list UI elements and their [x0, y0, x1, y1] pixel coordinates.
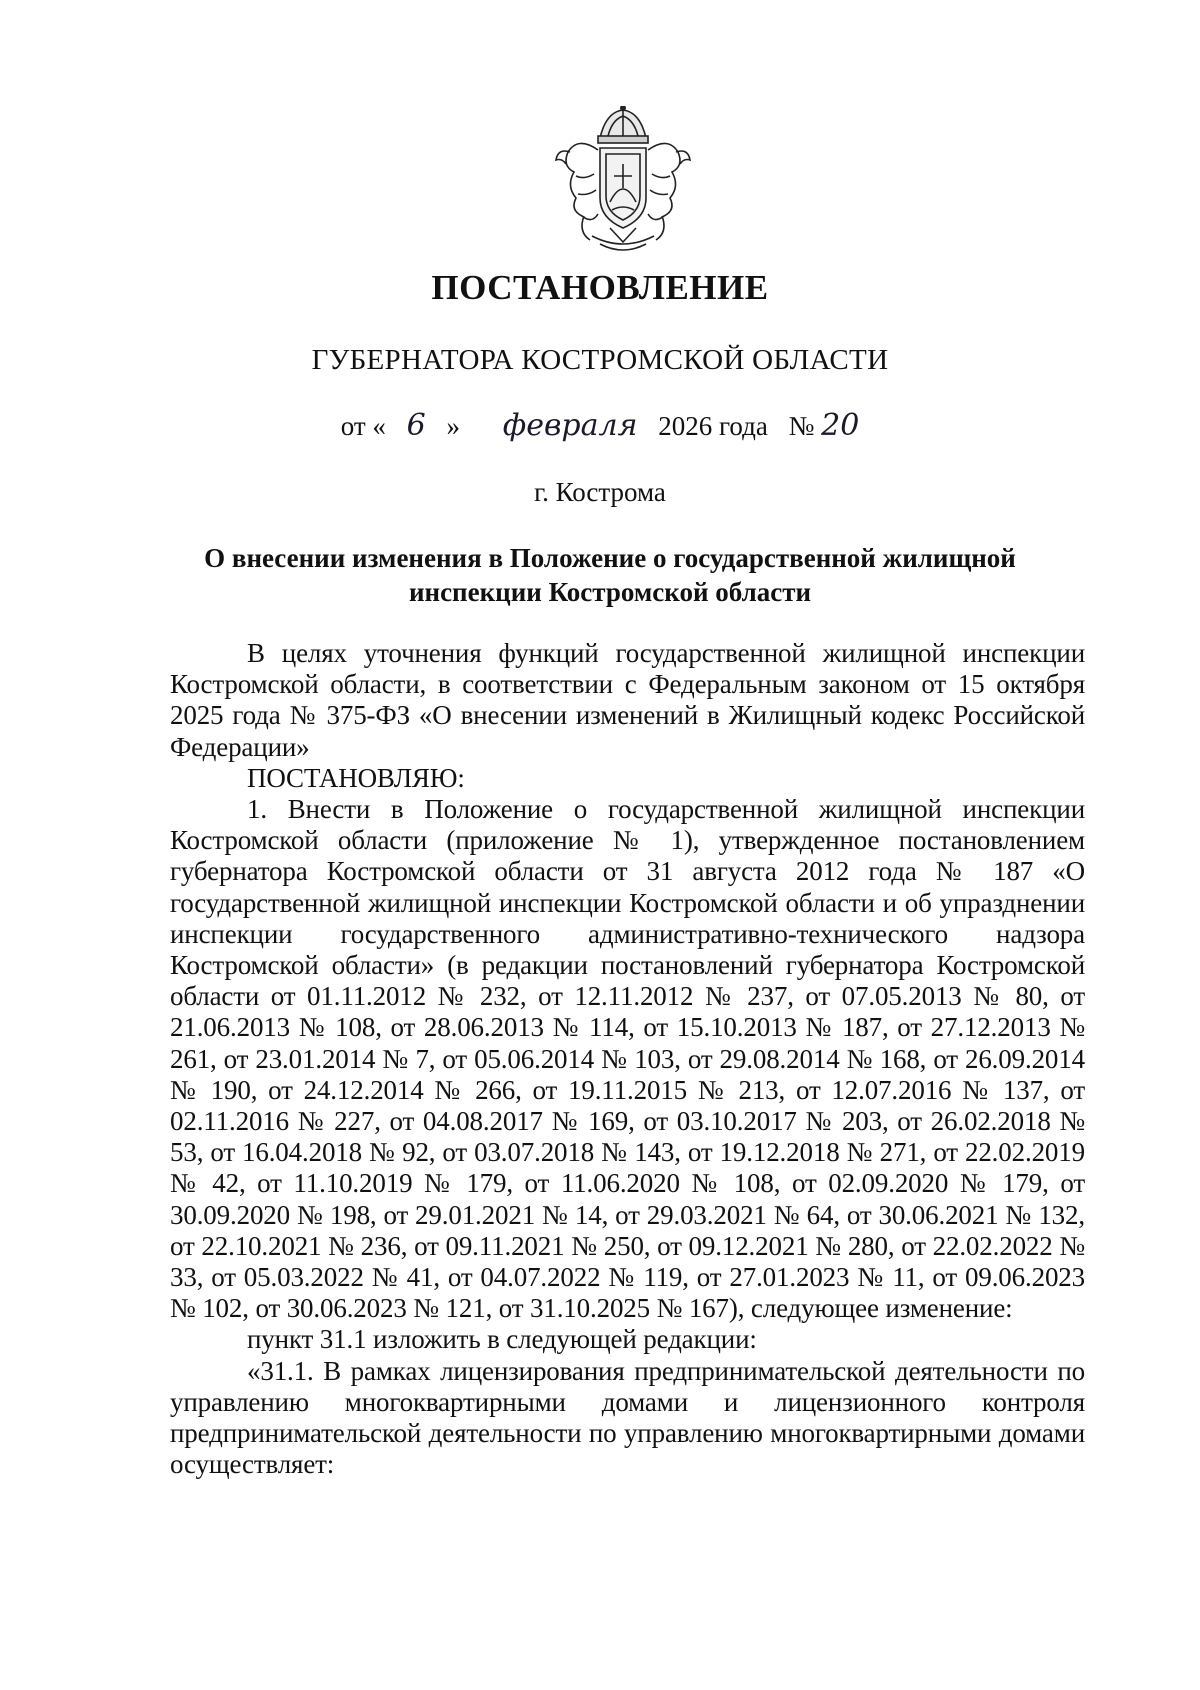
clause-intro-paragraph: пункт 31.1 изложить в следующей редакции: — [247, 1324, 757, 1355]
document-title: О внесении изменения в Положение о государственной жилищной инспекции Костромской области — [204, 543, 1016, 607]
date-number-line — [0, 408, 1200, 443]
coat-of-arms-icon — [548, 106, 698, 256]
city-line: г. Кострома — [534, 477, 666, 507]
issuer-heading: ГУБЕРНАТОРА КОСТРОМСКОЙ ОБЛАСТИ — [311, 344, 889, 376]
clause-text-paragraph: «31.1. В рамках лицензирования предпринимательской деятельности по управлению многоквартирными домами и лицензионного контроля предпринимательской деятельности по управлению многоквартирными домами осуществляет: — [170, 1355, 1085, 1480]
item-1-paragraph: 1. Внести в Положение о государственной жилищной инспекции Костромской области (приложение № 1), утвержденное постановлением губернатора Костромской области от 31 августа 2012 года № 187 «О государственной жилищной инспекции Костромской области и об упразднении инспекции государственного административно-технического надзора Костромской области» (в редакции постановлений губернатора Костромской области от 01.11.2012 № 232, от 12.11.2012 № 237, от 07.05.2013 № 80, от 21.06.2013 № 108, от 28.06.2013 № 114, от 15.10.2013 № 187, от 27.12.2013 № 261, от 23.01.2014 № 7, от 05.06.2014 № 103, от 29.08.2014 № 168, от 26.09.2014 № 190, от 24.12.2014 № 266, от 19.11.2015 № 213, от 12.07.2016 № 137, от 02.11.2016 № 227, от 04.08.2017 № 169, от 03.10.2017 № 203, от 26.02.2018 № 53, от 16.04.2018 № 92, от 03.07.2018 № 143, от 19.12.2018 № 271, от 22.02.2019 № 42, от 11.10.2019 № 179, от 11.06.2020 № 108, от 02.09.2020 № 179, от 30.09.2020 № 198, от 29.01.2021 № 14, от 29.03.2021 № 64, от 30.06.2021 № 132, от 22.10.2021 № 236, от 09.11.2021 № 250, от 09.12.2021 № 280, от 22.02.2022 № 33, от 05.03.2022 № 41, от 04.07.2022 № 119, от 27.01.2023 № 11, от 09.06.2023 № 102, от 30.06.2023 № 121, от 31.10.2025 № 167), следующее изменение: — [170, 794, 1085, 1324]
document-body — [170, 638, 1085, 1480]
date-quote-close: » — [446, 411, 460, 441]
handwritten-number: 20 — [821, 408, 860, 443]
resolve-paragraph: ПОСТАНОВЛЯЮ: — [247, 762, 465, 793]
date-prefix: от « — [340, 411, 386, 441]
date-year: 2026 года — [658, 411, 768, 441]
preamble-paragraph: В целях уточнения функций государственной жилищной инспекции Костромской области, в соответствии с Федеральным законом от 15 октября 2025 года № 375-ФЗ «О внесении изменений в Жилищный кодекс Российской Федерации» — [170, 638, 1085, 762]
handwritten-month: февраля — [502, 408, 638, 443]
document-type-heading: ПОСТАНОВЛЕНИЕ — [431, 268, 769, 307]
number-sign: № — [788, 411, 815, 441]
handwritten-day: 6 — [406, 408, 426, 443]
